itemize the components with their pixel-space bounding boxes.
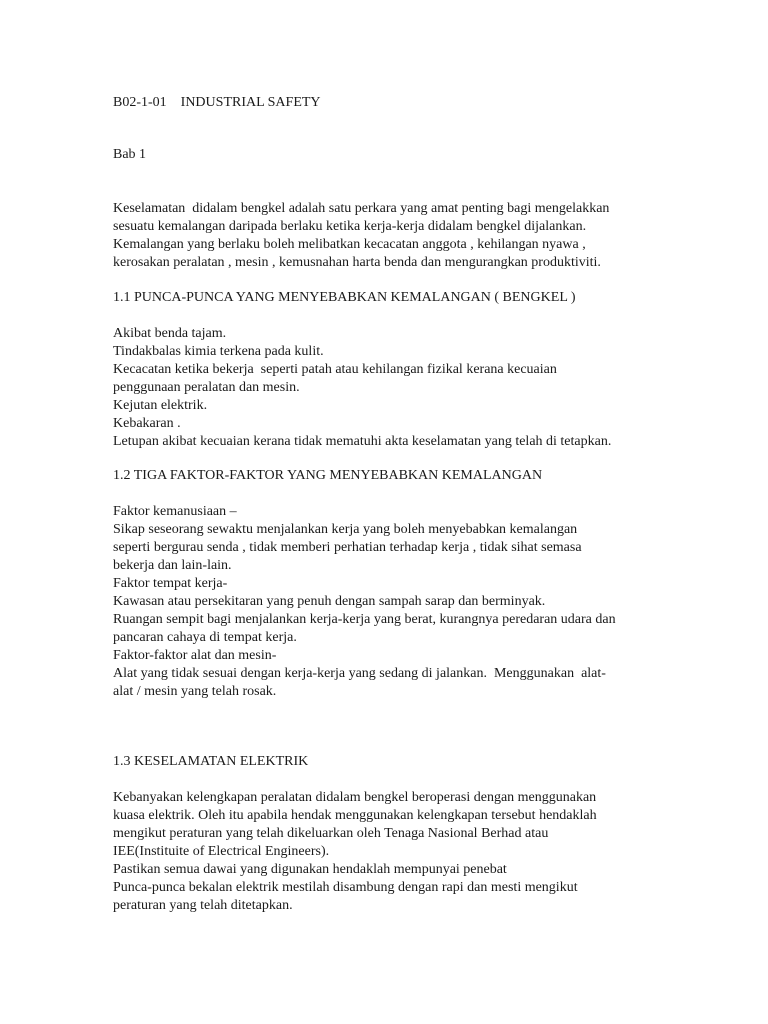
section-2-heading (113, 467, 673, 485)
paragraph-line: Ruangan sempit bagi menjalankan kerja-kerja yang berat, kurangnya peredaran udara dan (113, 612, 616, 627)
paragraph-line: Tindakbalas kimia terkena pada kulit. (113, 344, 324, 359)
section-2-body (113, 503, 673, 701)
intro-paragraph (113, 200, 673, 272)
paragraph-line: alat / mesin yang telah rosak. (113, 684, 277, 699)
paragraph-line: Kebanyakan kelengkapan peralatan didalam bengkel beroperasi dengan menggunakan (113, 790, 597, 805)
paragraph-line: bekerja dan lain-lain. (113, 558, 232, 573)
paragraph-line: Faktor-faktor alat dan mesin- (113, 648, 277, 663)
paragraph-line: Kawasan atau persekitaran yang penuh dengan sampah sarap dan berminyak. (113, 594, 546, 609)
paragraph-line: Alat yang tidak sesuai dengan kerja-kerja yang sedang di jalankan. Menggunakan alat- (113, 666, 606, 681)
paragraph-line: Faktor tempat kerja- (113, 576, 228, 591)
paragraph-line: Kejutan elektrik. (113, 398, 208, 413)
section-3-heading (113, 753, 673, 771)
chapter-text: Bab 1 (113, 147, 147, 162)
paragraph-line: Kebakaran . (113, 416, 181, 431)
paragraph-line: mengikut peraturan yang telah dikeluarkan oleh Tenaga Nasional Berhad atau (113, 826, 549, 841)
paragraph-line: Sikap seseorang sewaktu menjalankan kerja yang boleh menyebabkan kemalangan (113, 522, 578, 537)
section-1-heading (113, 289, 673, 307)
section-1-body (113, 325, 673, 451)
paragraph-line: peraturan yang telah ditetapkan. (113, 898, 293, 913)
section-heading: 1.2 TIGA FAKTOR-FAKTOR YANG MENYEBABKAN KEMALANGAN (113, 468, 543, 483)
section-heading: 1.1 PUNCA-PUNCA YANG MENYEBABKAN KEMALANGAN ( BENGKEL ) (113, 290, 576, 305)
paragraph-line: Keselamatan didalam bengkel adalah satu perkara yang amat penting bagi mengelakkan (113, 201, 610, 216)
paragraph-line: IEE(Instituite of Electrical Engineers). (113, 844, 330, 859)
chapter-label (113, 146, 673, 164)
paragraph-line: Punca-punca bekalan elektrik mestilah disambung dengan rapi dan mesti mengikut (113, 880, 578, 895)
document-title (113, 94, 673, 112)
paragraph-line: Pastikan semua dawai yang digunakan hendaklah mempunyai penebat (113, 862, 507, 877)
section-heading: 1.3 KESELAMATAN ELEKTRIK (113, 754, 309, 769)
paragraph-line: penggunaan peralatan dan mesin. (113, 380, 300, 395)
section-3-body (113, 789, 673, 915)
paragraph-line: Kecacatan ketika bekerja seperti patah atau kehilangan fizikal kerana kecuaian (113, 362, 557, 377)
paragraph-line: Akibat benda tajam. (113, 326, 227, 341)
paragraph-line: kuasa elektrik. Oleh itu apabila hendak menggunakan kelengkapan tersebut hendaklah (113, 808, 597, 823)
paragraph-line: Faktor kemanusiaan – (113, 504, 237, 519)
paragraph-line: sesuatu kemalangan daripada berlaku ketika kerja-kerja didalam bengkel dijalankan. (113, 219, 587, 234)
paragraph-line: seperti bergurau senda , tidak memberi perhatian terhadap kerja , tidak sihat semasa (113, 540, 582, 555)
paragraph-line: kerosakan peralatan , mesin , kemusnahan harta benda dan mengurangkan produktiviti. (113, 255, 601, 270)
paragraph-line: Kemalangan yang berlaku boleh melibatkan kecacatan anggota , kehilangan nyawa , (113, 237, 586, 252)
title-text: B02-1-01 INDUSTRIAL SAFETY (113, 95, 321, 110)
paragraph-line: pancaran cahaya di tempat kerja. (113, 630, 297, 645)
paragraph-line: Letupan akibat kecuaian kerana tidak mematuhi akta keselamatan yang telah di tetapkan. (113, 434, 612, 449)
